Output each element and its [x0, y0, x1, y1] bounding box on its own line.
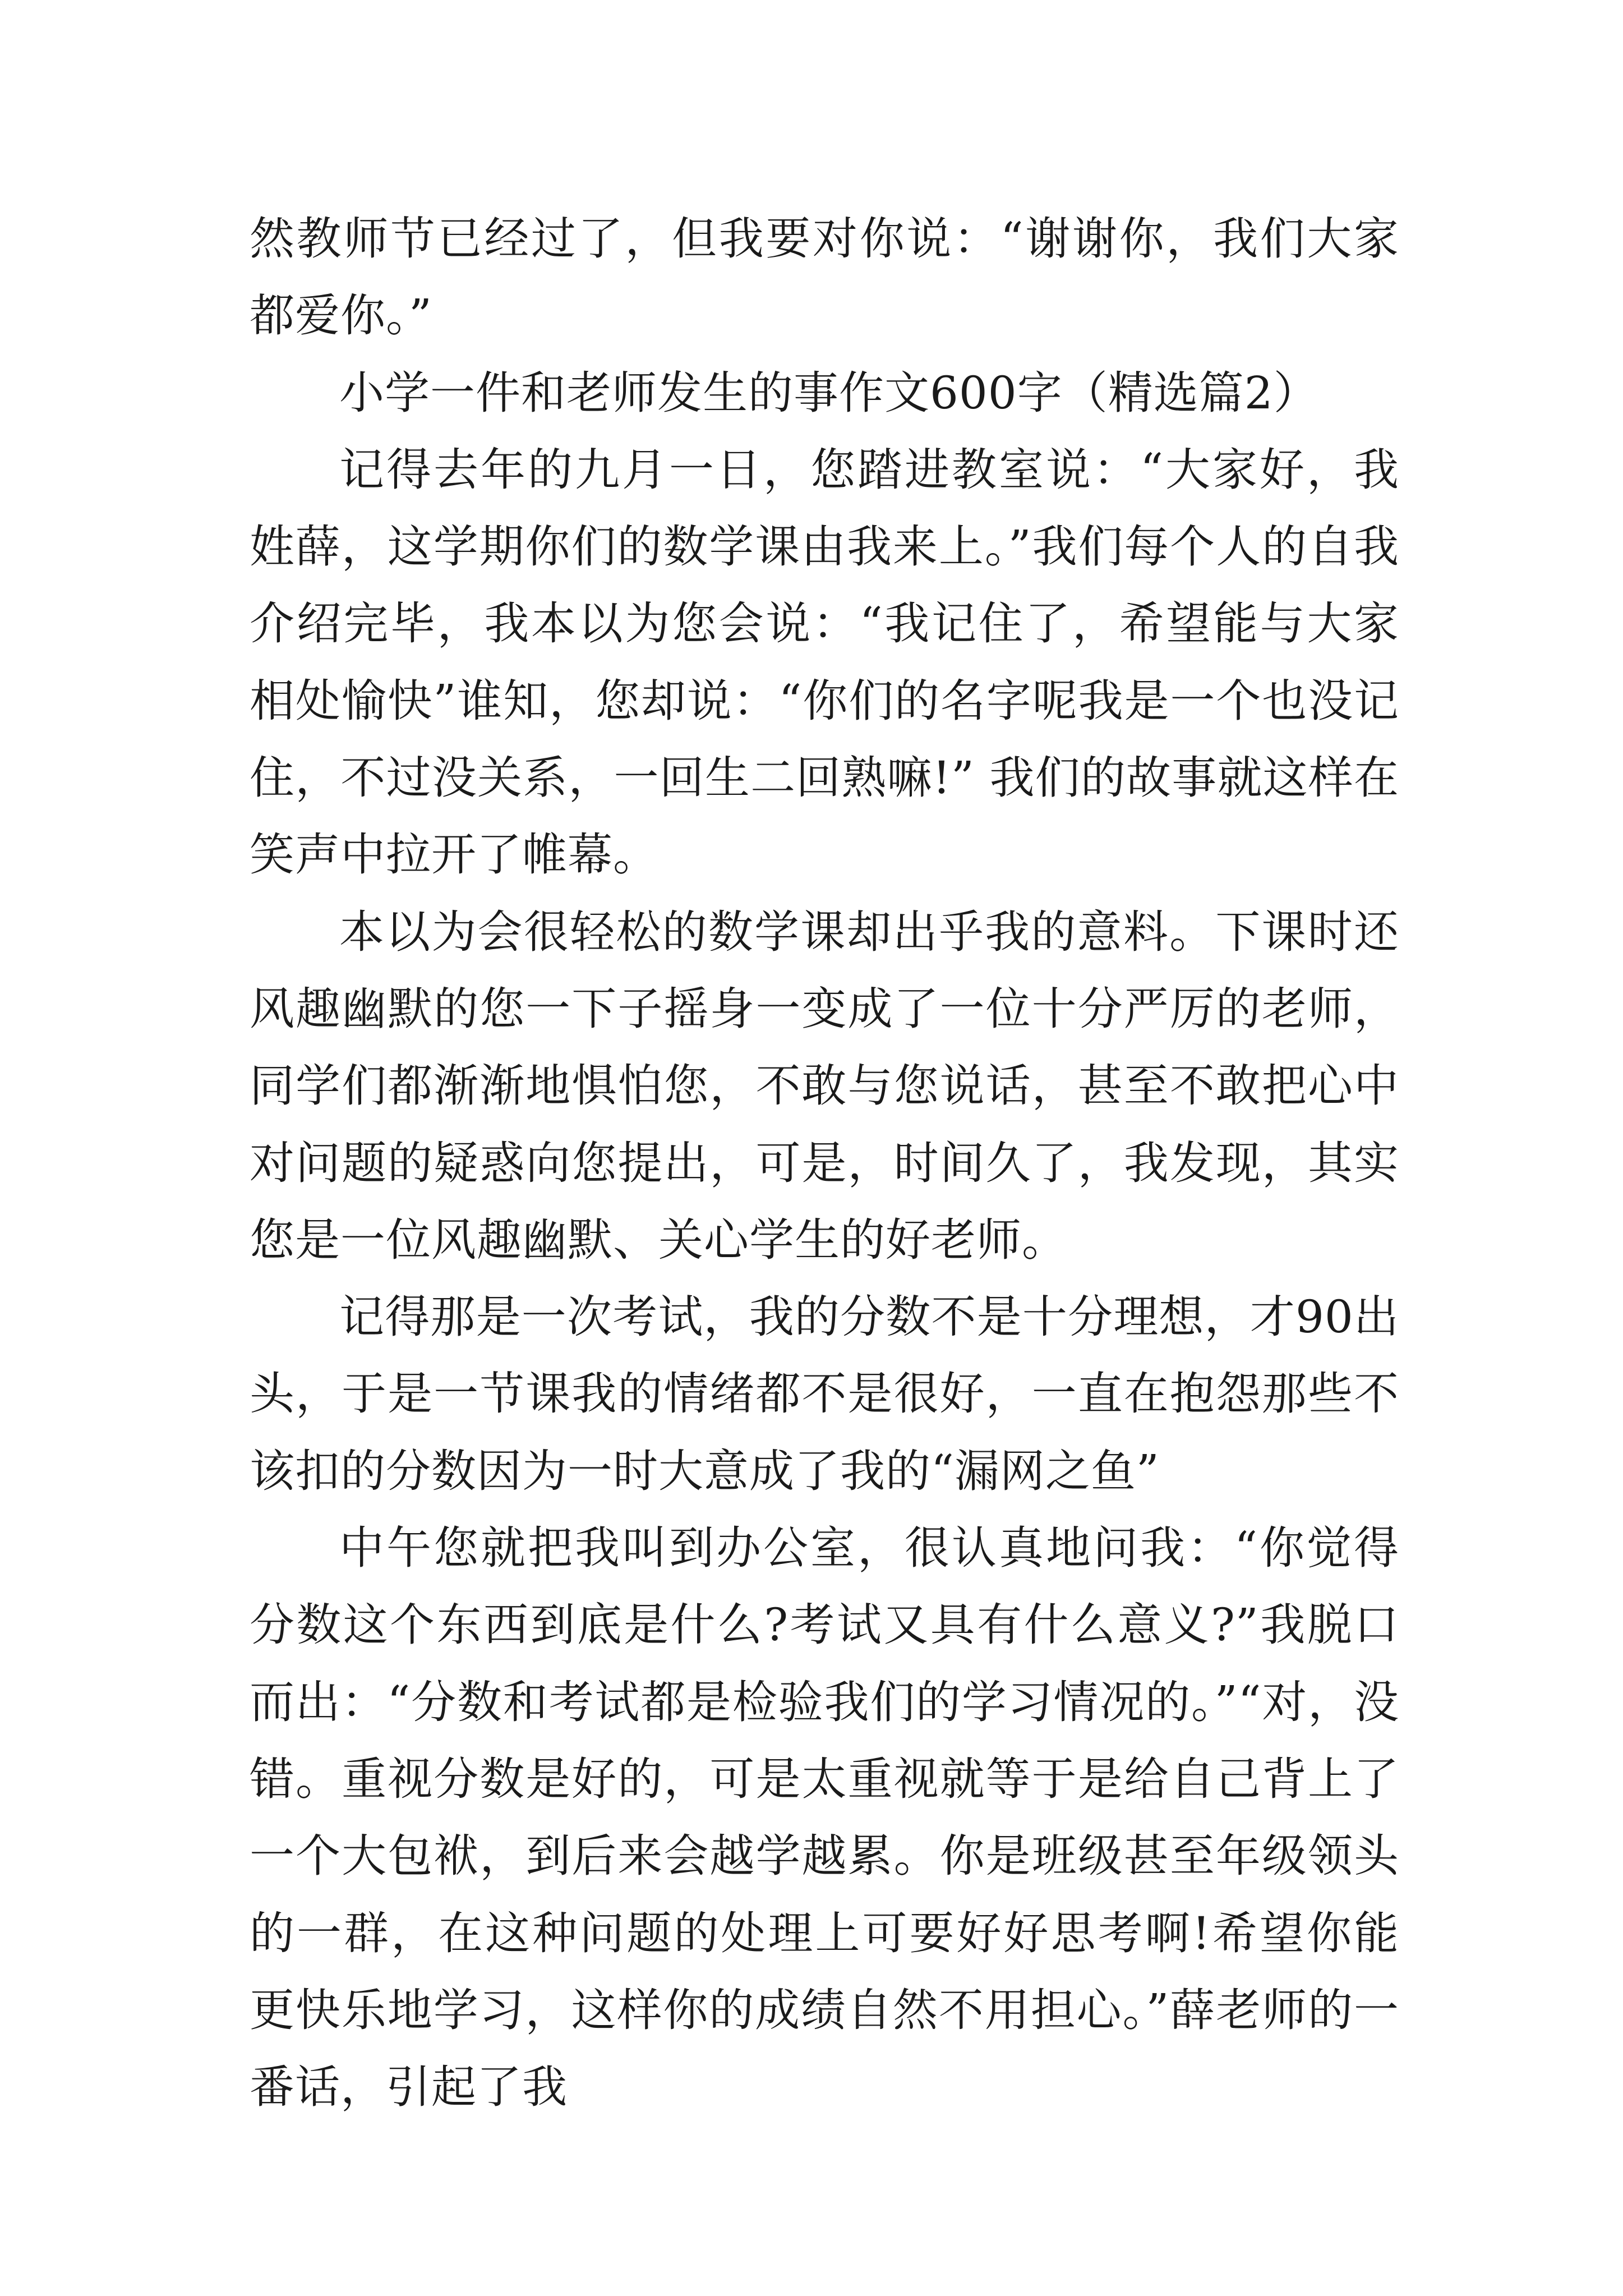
- essay-heading: 小学一件和老师发生的事作文600字（精选篇2）: [339, 366, 1319, 419]
- essay-body: [250, 200, 1399, 2125]
- paragraph: 记得那是一次考试，我的分数不是十分理想，才90出头，于是一节课我的情绪都不是很好，一直在抱怨那些不该扣的分数因为一时大意成了我的“漏网之鱼”: [250, 1291, 1399, 1497]
- paragraph: 中午您就把我叫到办公室，很认真地问我：“你觉得分数这个东西到底是什么?考试又具有什么意义?”我脱口而出：“分数和考试都是检验我们的学习情况的。”“对，没错。重视分数是好的，可是太重视就等于是给自己背上了一个大包袱，到后来会越学越累。你是班级甚至年级领头的一群，在这种问题的处理上可要好好思考啊!希望你能更快乐地学习，这样你的成绩自然不用担心。”薛老师的一番话，引起了我: [250, 1522, 1399, 2114]
- paragraph: 本以为会很轻松的数学课却出乎我的意料。下课时还风趣幽默的您一下子摇身一变成了一位十分严厉的老师，同学们都渐渐地惧怕您，不敢与您说话，甚至不敢把心中对问题的疑惑向您提出，可是，时间久了，我发现，其实您是一位风趣幽默、关心学生的好老师。: [250, 905, 1399, 1266]
- paragraph-continued: 然教师节已经过了，但我要对你说：“谢谢你，我们大家都爱你。”: [250, 213, 1399, 342]
- paragraph: 记得去年的九月一日，您踏进教室说：“大家好，我姓薛，这学期你们的数学课由我来上。”我们每个人的自我介绍完毕，我本以为您会说：“我记住了，希望能与大家相处愉快”谁知，您却说：“你们的名字呢我是一个也没记住，不过没关系，一回生二回熟嘛!” 我们的故事就这样在笑声中拉开了帷幕。: [250, 443, 1399, 881]
